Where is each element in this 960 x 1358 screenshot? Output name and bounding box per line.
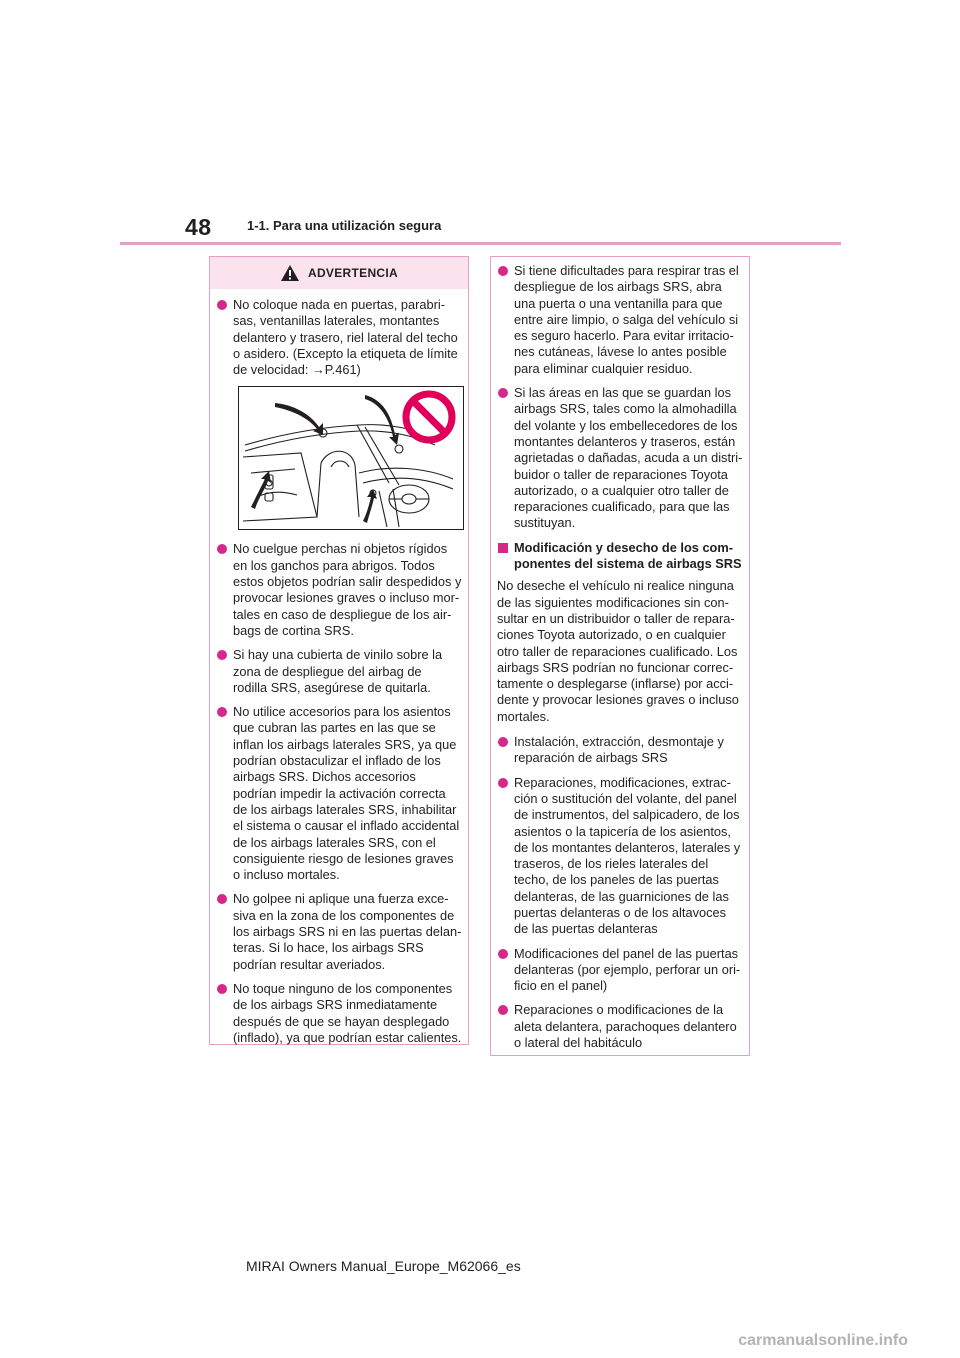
list-item (216, 704, 462, 883)
square-bullet (498, 543, 508, 553)
bullet-dot (217, 300, 227, 310)
bullet-text: No utilice accesorios para los asientos que cubran las partes en las que se inflan los airbags laterales SRS, ya que podrían obstaculizar el inflado de los airbags SRS. Dichos accesorios podrían impedir la activación correcta de los airbags laterales SRS, inhabilitar el sistema o causar el inflado accidental de los airbags laterales SRS, con el consiguiente riesgo de lesiones graves o incluso mortales. (233, 704, 460, 883)
bullet-text: Reparaciones, modificaciones, extrac- ción o sustitución del volante, del panel de instrumentos, del salpicadero, de los asientos o la tapicería de los asientos, de los montantes delanteros, laterales y traseros, de los rieles laterales del techo, de los paneles de las puertas delanteras, de las guarniciones de las puertas delanteras o de los altavoces de las puertas delanteras (514, 774, 741, 937)
list-item (497, 1002, 743, 1051)
warning-title: ADVERTENCIA (308, 265, 398, 280)
list-item (497, 775, 743, 938)
bullet-text: No coloque nada en puertas, parabri- sas, ventanillas laterales, montantes delantero y trasero, riel lateral del techo o asidero. (Excepto la etiqueta de límite de velocidad: →P.461) (233, 297, 458, 378)
warning-box-left (209, 256, 469, 1045)
bullet-text: Si tiene dificultades para respirar tras el despliegue de los airbags SRS, abra una puerta o una ventanilla para que entre aire limpio, o salga del vehículo si es seguro hacerlo. Para evitar irritacio- nes cutáneas, lávese lo antes posible para eliminar cualquier residuo. (514, 263, 739, 376)
bullet-text: No toque ninguno de los componentes de los airbags SRS inmediatamente después de que se hayan desplegado (inflado), ya que podrían estar calientes. (233, 980, 462, 1045)
warning-triangle-icon (280, 264, 300, 282)
bullet-text: Modificaciones del panel de las puertas delanteras (por ejemplo, perforar un ori- ficio en el panel) (514, 945, 741, 994)
warning-right-content (497, 263, 743, 1059)
bullet-dot (498, 778, 508, 788)
header-rule (120, 242, 841, 245)
bullet-dot (498, 266, 508, 276)
warning-left-content (216, 297, 462, 1054)
car-interior-drawing (239, 387, 463, 529)
bullet-dot (498, 949, 508, 959)
warning-box-right (490, 256, 750, 1056)
subheading (497, 540, 743, 573)
list-item (497, 734, 743, 767)
bullet-text: No cuelgue perchas ni objetos rígidos en los ganchos para abrigos. Todos estos objetos podrían salir despedidos y provocar lesiones graves o incluso mor- tales en caso de despliegue de los air- bags de cortina SRS. (233, 541, 462, 638)
list-item (497, 385, 743, 532)
bullet-text: Si hay una cubierta de vinilo sobre la zona de despliegue del airbag de rodilla SRS, asegúrese de quitarla. (233, 647, 443, 695)
prohibited-icon (406, 394, 452, 440)
bullet-text: Si las áreas en las que se guardan los airbags SRS, tales como la almohadilla del volante y los embellecedores de los montantes delanteros y traseros, están agrietadas o dañadas, acuda a un distri- buidor o taller de reparaciones Toyota autorizado, o a cualquier otro taller de reparaciones cualificado, para que las sustituyan. (514, 385, 743, 531)
bullet-dot (498, 388, 508, 398)
list-item (216, 981, 462, 1046)
list-item (216, 541, 462, 639)
paragraph: No deseche el vehículo ni realice ninguna de las siguientes modificaciones sin con- sultar en un distribuidor o taller de repara- ciones Toyota autorizado, o en cualquier otro taller de reparaciones cualificado. Los airbags SRS podrían no funcionar correc- tamente o desplegarse (inflarse) por acci- dente y provocar lesiones graves o incluso mortales. (497, 578, 739, 724)
list-item (497, 263, 743, 377)
list-item (216, 647, 462, 696)
subheading-text: Modificación y desecho de los com- ponentes del sistema de airbags SRS (514, 539, 742, 572)
bullet-dot (498, 1005, 508, 1015)
footer-manual-title: MIRAI Owners Manual_Europe_M62066_es (246, 1258, 521, 1274)
list-item (497, 946, 743, 995)
list-item (216, 297, 462, 378)
bullet-text: Reparaciones o modificaciones de la aleta delantera, parachoques delantero o lateral del habitáculo (514, 1002, 737, 1051)
airbag-illustration (238, 386, 464, 530)
bullet-dot (498, 737, 508, 747)
section-title: 1-1. Para una utilización segura (247, 218, 442, 233)
warning-header (210, 257, 468, 289)
bullet-text: Instalación, extracción, desmontaje y reparación de airbags SRS (514, 734, 724, 766)
bullet-dot (217, 650, 227, 660)
bullet-text: No golpee ni aplique una fuerza exce- siva en la zona de los componentes de los airbags SRS ni en las puertas delan- teras. Si lo hace, los airbags SRS podrían resultar averiados. (233, 891, 462, 972)
watermark[interactable]: carmanualsonline.info (738, 1332, 908, 1349)
bullet-dot (217, 894, 227, 904)
bullet-dot (217, 544, 227, 554)
bullet-dot (217, 707, 227, 717)
bullet-dot (217, 984, 227, 994)
page-number: 48 (185, 214, 212, 240)
list-item (216, 891, 462, 972)
